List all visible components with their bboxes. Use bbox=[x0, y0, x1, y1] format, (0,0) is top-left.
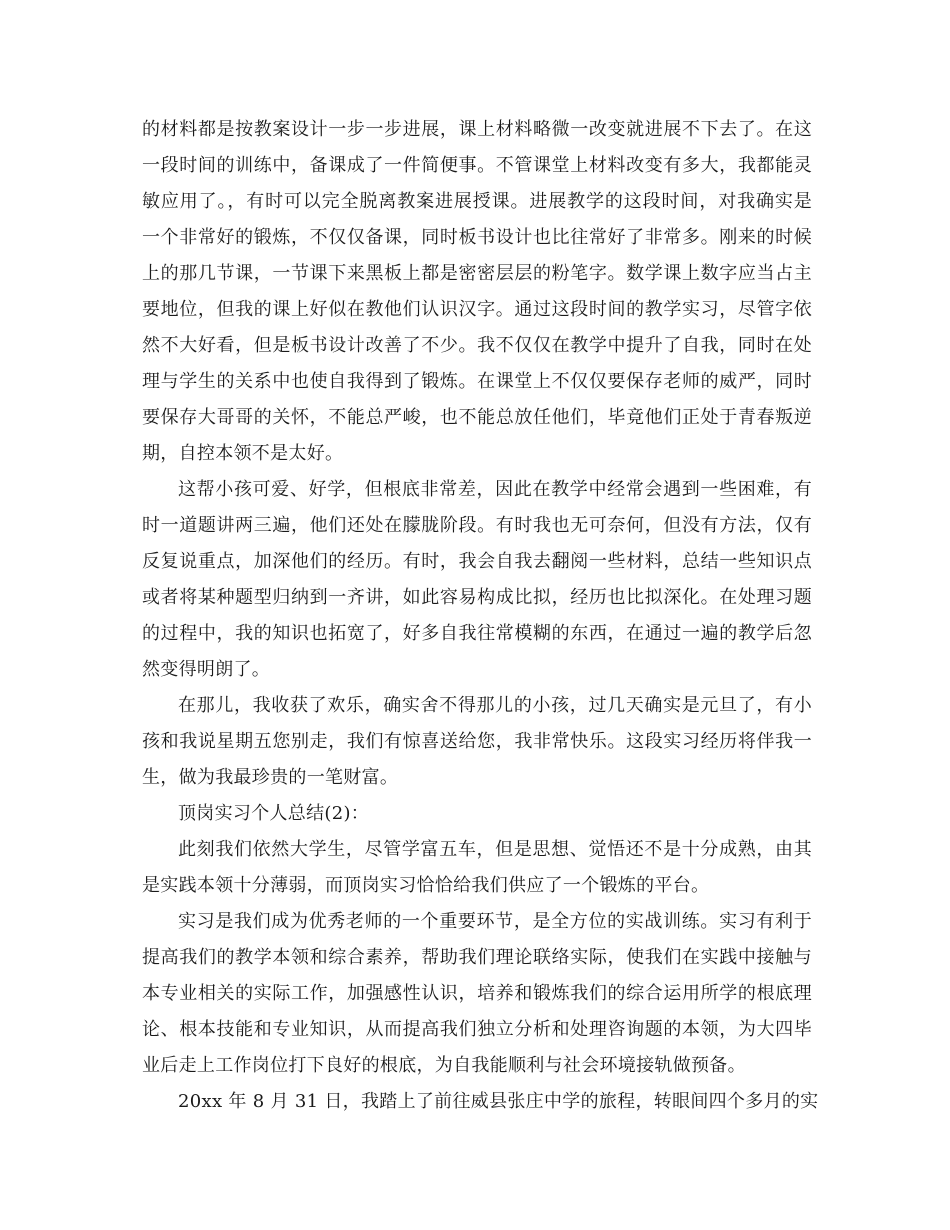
text-line: 敏应用了。，有时可以完全脱离教案进展授课。进展教学的这段时间，对我确实是 bbox=[142, 191, 812, 212]
text-line: 孩和我说星期五您别走，我们有惊喜送给您，我非常快乐。这段实习经历将伴我一 bbox=[142, 731, 812, 752]
section-heading: 顶岗实习个人总结(2)： bbox=[178, 803, 370, 824]
text-line: 期，自控本领不是太好。 bbox=[142, 443, 344, 464]
text-line: 的材料都是按教案设计一步一步进展，课上材料略微一改变就进展不下去了。在这 bbox=[142, 119, 812, 140]
text-line: 论、根本技能和专业知识，从而提高我们独立分析和处理咨询题的本领，为大四毕 bbox=[142, 1019, 812, 1040]
text-line: 业后走上工作岗位打下良好的根底，为自我能顺利与社会环境接轨做预备。 bbox=[142, 1055, 746, 1076]
text-line: 20xx 年 8 月 31 日，我踏上了前往威县张庄中学的旅程，转眼间四个多月的实 bbox=[178, 1091, 819, 1112]
text-line: 时一道题讲两三遍，他们还处在朦胧阶段。有时我也无可奈何，但没有方法，仅有 bbox=[142, 515, 812, 536]
text-line: 是实践本领十分薄弱，而顶岗实习恰恰给我们供应了一个锻炼的平台。 bbox=[142, 875, 710, 896]
text-line: 反复说重点，加深他们的经历。有时，我会自我去翻阅一些材料，总结一些知识点 bbox=[142, 551, 812, 572]
text-line: 然不大好看，但是板书设计改善了不少。我不仅仅在教学中提升了自我，同时在处 bbox=[142, 335, 812, 356]
text-line: 要地位，但我的课上好似在教他们认识汉字。通过这段时间的教学实习，尽管字依 bbox=[142, 299, 812, 320]
text-line: 此刻我们依然大学生，尽管学富五车，但是思想、觉悟还不是十分成熟，由其 bbox=[178, 839, 812, 860]
text-line: 这帮小孩可爱、好学，但根底非常差，因此在教学中经常会遇到一些困难，有 bbox=[178, 479, 812, 500]
text-line: 或者将某种题型归纳到一齐讲，如此容易构成比拟，经历也比拟深化。在处理习题 bbox=[142, 587, 812, 608]
text-line: 提高我们的教学本领和综合素养，帮助我们理论联络实际，使我们在实践中接触与 bbox=[142, 947, 812, 968]
text-line: 上的那几节课，一节课下来黑板上都是密密层层的粉笔字。数学课上数字应当占主 bbox=[142, 263, 812, 284]
text-line: 理与学生的关系中也使自我得到了锻炼。在课堂上不仅仅要保存老师的威严，同时 bbox=[142, 371, 812, 392]
text-line: 要保存大哥哥的关怀，不能总严峻，也不能总放任他们，毕竟他们正处于青春叛逆 bbox=[142, 407, 812, 428]
text-line: 一段时间的训练中，备课成了一件简便事。不管课堂上材料改变有多大，我都能灵 bbox=[142, 155, 812, 176]
text-line: 的过程中，我的知识也拓宽了，好多自我往常模糊的东西，在通过一遍的教学后忽 bbox=[142, 623, 812, 644]
text-line: 生，做为我最珍贵的一笔财富。 bbox=[142, 767, 399, 788]
text-line: 然变得明朗了。 bbox=[142, 659, 271, 680]
text-line: 一个非常好的锻炼，不仅仅备课，同时板书设计也比往常好了非常多。刚来的时候 bbox=[142, 227, 812, 248]
text-line: 在那儿，我收获了欢乐，确实舍不得那儿的小孩，过几天确实是元旦了，有小 bbox=[178, 695, 812, 716]
text-line: 实习是我们成为优秀老师的一个重要环节，是全方位的实战训练。实习有利于 bbox=[178, 911, 812, 932]
text-line: 本专业相关的实际工作，加强感性认识，培养和锻炼我们的综合运用所学的根底理 bbox=[142, 983, 812, 1004]
document-body bbox=[142, 112, 819, 1120]
